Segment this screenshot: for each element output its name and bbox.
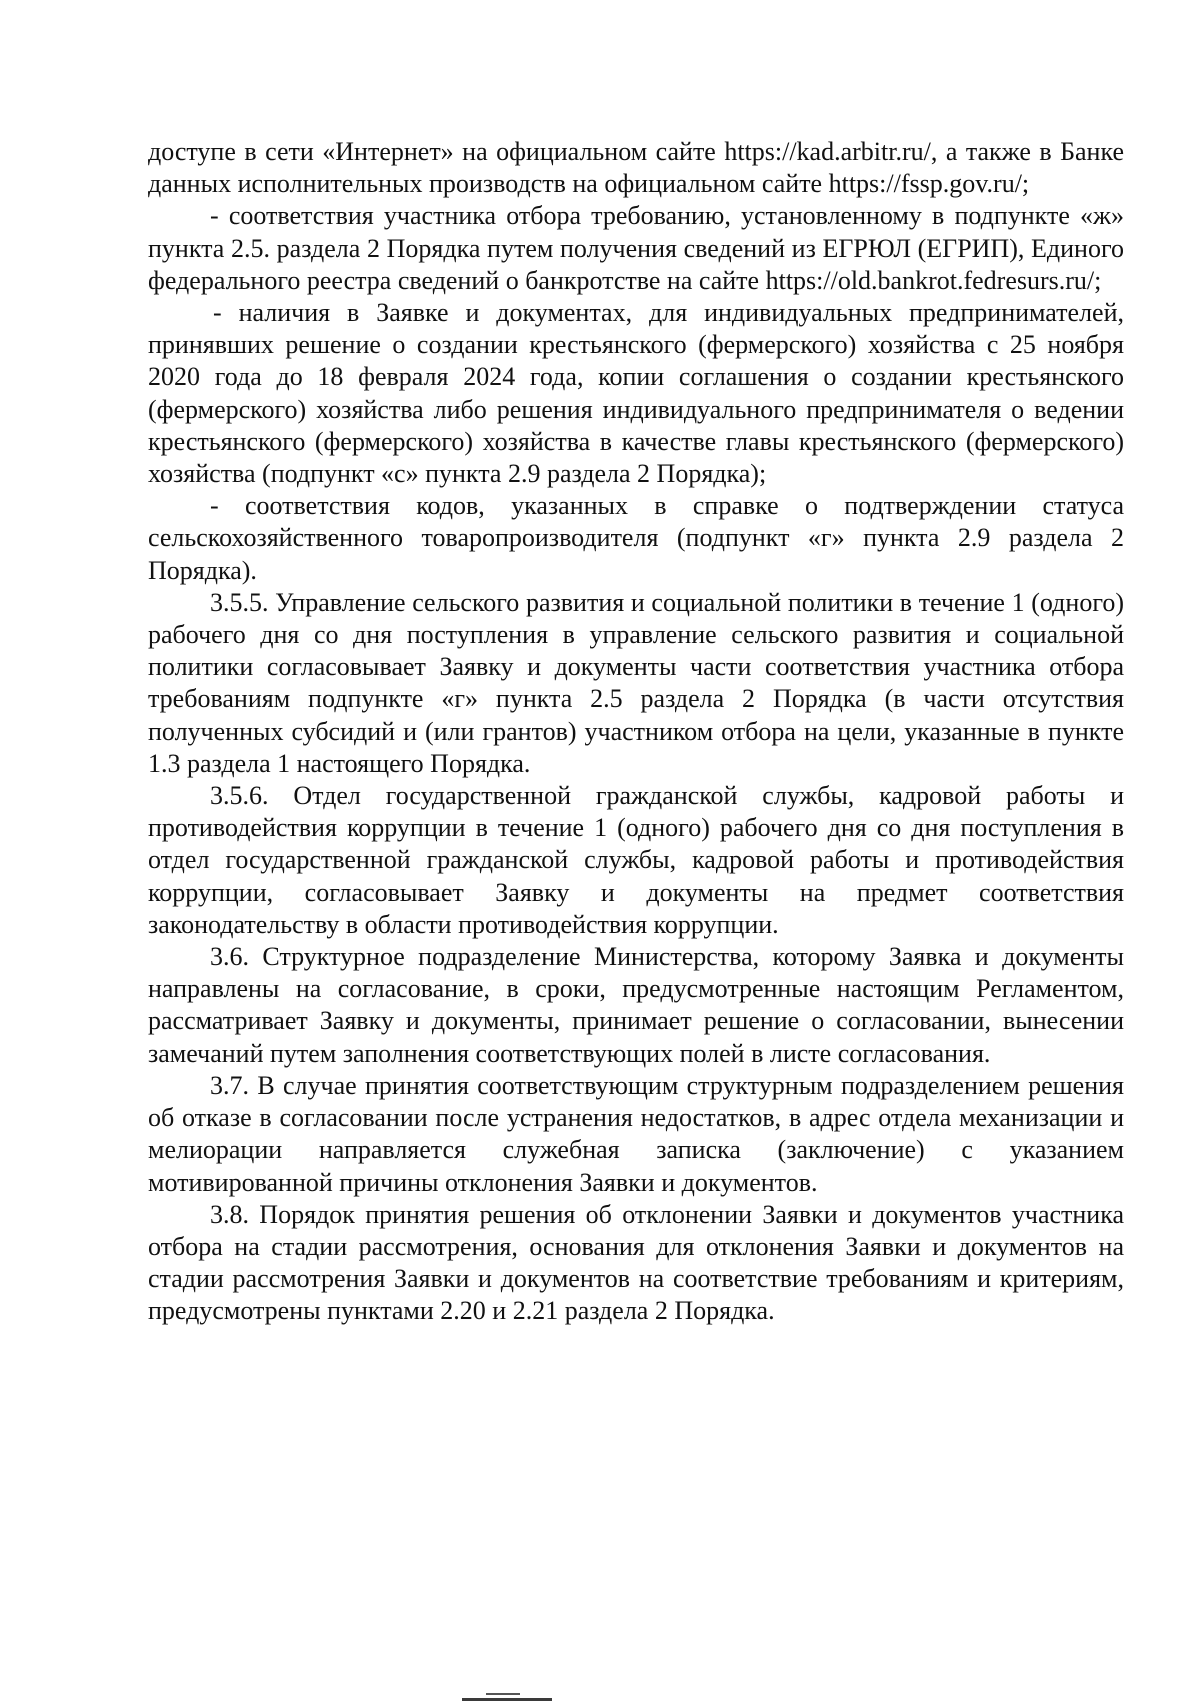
paragraph-codes-check: - соответствия кодов, указанных в справке о подтверждении статуса сельскохозяйственного товаропроизводителя (подпункт «г» пункта 2.9 раздела 2 Порядка). (148, 491, 1124, 585)
paragraph-3-6: 3.6. Структурное подразделение Министерства, которому Заявка и документы направлены на согласование, в сроки, предусмотренные настоящим Регламентом, рассматривает Заявку и документы, принимает решение о согласовании, вынесении замечаний путем заполнения соответствующих полей в листе согласования. (148, 942, 1124, 1068)
paragraph-3-5-5: 3.5.5. Управление сельского развития и социальной политики в течение 1 (одного) рабочего дня со дня поступления в управление сельского развития и социальной политики согласовывает Заявку и документы части соответствия участника отбора требованиям подпункте «г» пункта 2.5 раздела 2 Порядка (в части отсутствия полученных субсидий и (или грантов) участником отбора на цели, указанные в пункте 1.3 раздела 1 настоящего Порядка. (148, 587, 1124, 778)
paragraph-3-7: 3.7. В случае принятия соответствующим структурным подразделением решения об отказе в согласовании после устранения недостатков, в адрес отдела механизации и мелиорации направляется служебная записка (заключение) с указанием мотивированной причины отклонения Заявки и документов. (148, 1070, 1124, 1197)
paragraph-egrul-check: - соответствия участника отбора требованию, установленному в подпункте «ж» пункта 2.5. раздела 2 Порядка путем получения сведений из ЕГРЮЛ (ЕГРИП), Единого федерального реестра сведений о банкротстве на сайте https://old.bankrot.fedresurs.ru/; (148, 201, 1124, 295)
paragraph-3-5-6: 3.5.6. Отдел государственной гражданской службы, кадровой работы и противодействия коррупции в течение 1 (одного) рабочего дня со дня поступления в отдел государственной гражданской службы, кадровой работы и противодействия коррупции, согласовывает Заявку и документы на предмет соответствия законодательству в области противодействия коррупции. (148, 781, 1124, 939)
document-body (148, 136, 1124, 1328)
scan-artifact-small (486, 1693, 520, 1695)
paragraph-continuation: доступе в сети «Интернет» на официальном сайте https://kad.arbitr.ru/, а также в Банке данных исполнительных производств на официальном сайте https://fssp.gov.ru/; (148, 137, 1124, 199)
scan-artifact (462, 1698, 552, 1701)
paragraph-3-8: 3.8. Порядок принятия решения об отклонении Заявки и документов участника отбора на стадии рассмотрения, основания для отклонения Заявки и документов на стадии рассмотрения Заявки и документов на соответствие требованиям и критериям, предусмотрены пунктами 2.20 и 2.21 раздела 2 Порядка. (148, 1199, 1124, 1326)
paragraph-farm-agreement: - наличия в Заявке и документах, для индивидуальных предпринимателей, принявших решение о создании крестьянского (фермерского) хозяйства с 25 ноября 2020 года до 18 февраля 2024 года, копии соглашения о создании крестьянского (фермерского) хозяйства либо решения индивидуального предпринимателя о ведении крестьянского (фермерского) хозяйства в качестве главы крестьянского (фермерского) хозяйства (подпункт «с» пункта 2.9 раздела 2 Порядка); (148, 298, 1124, 489)
